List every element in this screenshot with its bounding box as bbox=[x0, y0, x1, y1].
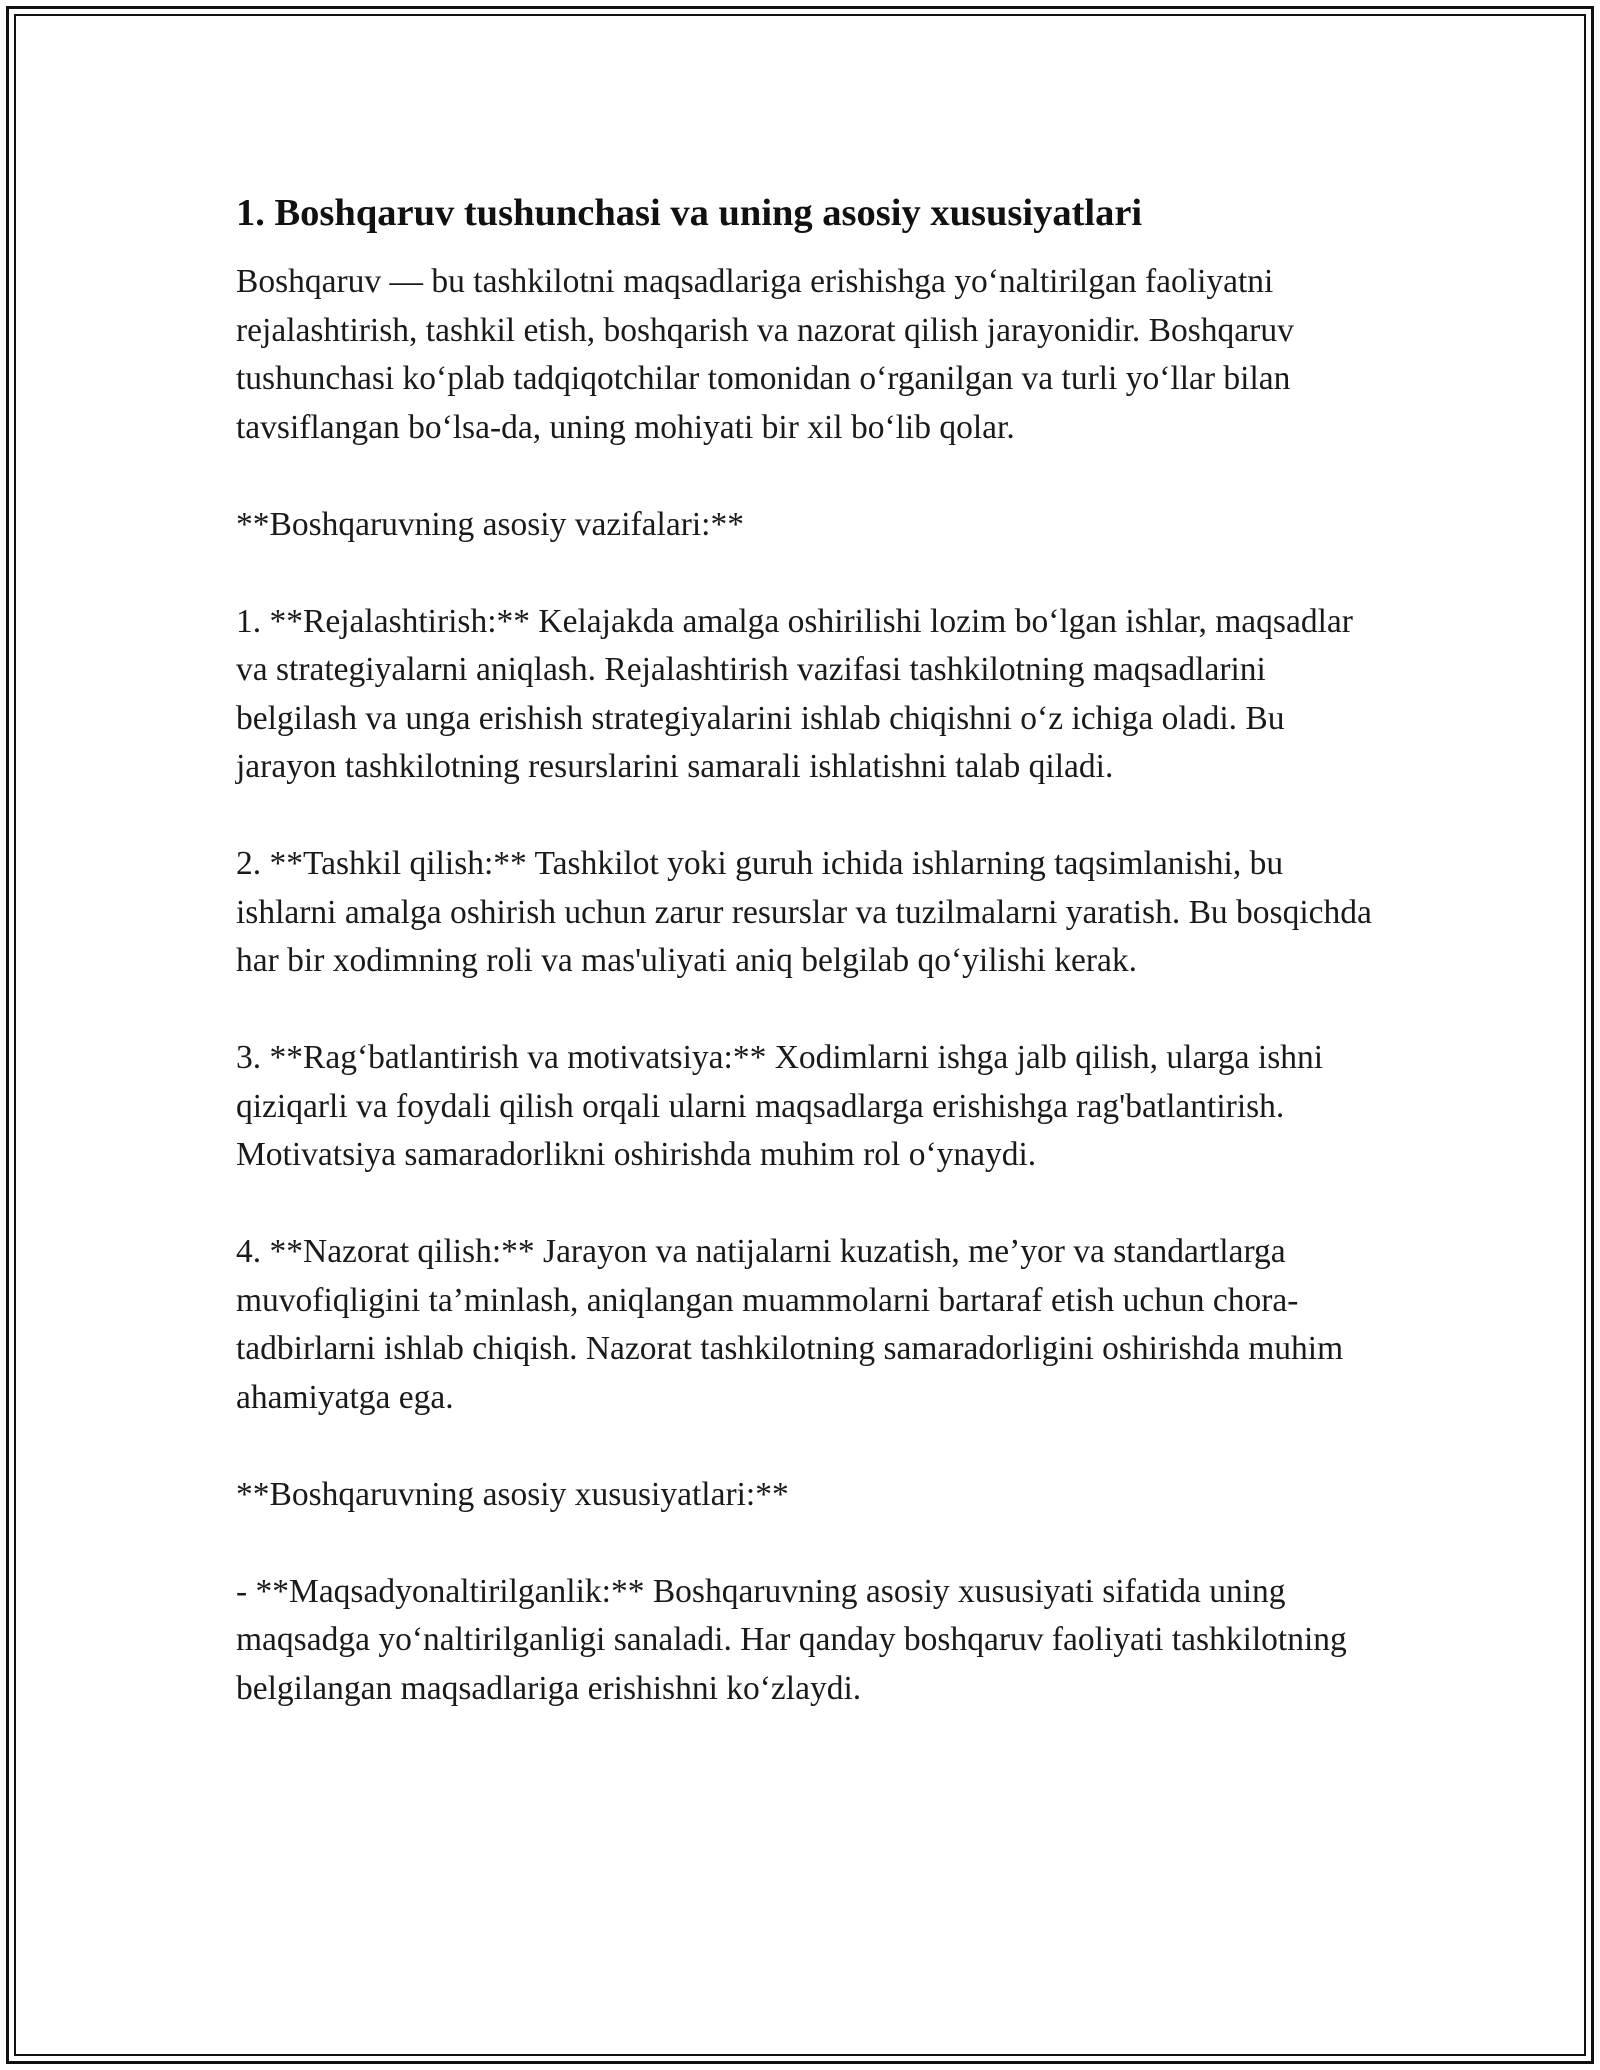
paragraph-goal-orientation: - **Maqsadyonaltirilganlik:** Boshqaruvning asosiy xususiyati sifatida uning maqsadga yo‘naltirilganligi sanaladi. Har qanday boshqaruv faoliyati tashkilotning belgilangan maqsadlariga erishishni ko‘zlaydi. bbox=[236, 1572, 1347, 1707]
paragraph-features-heading: **Boshqaruvning asosiy xususiyatlari:** bbox=[236, 1475, 789, 1513]
paragraph-intro: Boshqaruv — bu tashkilotni maqsadlariga erishishga yo‘naltirilgan faoliyatni rejalashtirish, tashkil etish, boshqarish va nazorat qilish jarayonidir. Boshqaruv tushunchasi ko‘plab tadqiqotchilar tomonidan o‘rganilgan va turli yo‘llar bilan tavsiflangan bo‘lsa-da, uning mohiyati bir xil bo‘lib qolar. bbox=[236, 263, 1294, 446]
paragraph-control: 4. **Nazorat qilish:** Jarayon va natijalarni kuzatish, me’yor va standartlarga muvofiqligini ta’minlash, aniqlangan muammolarni bartaraf etish uchun chora-tadbirlarni ishlab chiqish. Nazorat tashkilotning samaradorligini oshirishda muhim ahamiyatga ega. bbox=[236, 1233, 1344, 1416]
paragraph-functions-heading: **Boshqaruvning asosiy vazifalari:** bbox=[236, 505, 744, 543]
paragraph-motivation: 3. **Rag‘batlantirish va motivatsiya:** Xodimlarni ishga jalb qilish, ularga ishni qiziqarli va foydali qilish orqali ularni maqsadlarga erishishga rag'batlantirish. Motivatsiya samaradorlikni oshirishda muhim rol o‘ynaydi. bbox=[236, 1039, 1324, 1173]
paragraph-organizing: 2. **Tashkil qilish:** Tashkilot yoki guruh ichida ishlarning taqsimlanishi, bu ishlarni amalga oshirish uchun zarur resurslar va tuzilmalarni yaratish. Bu bosqichda har bir xodimning roli va mas'uliyati aniq belgilab qo‘yilishi kerak. bbox=[236, 845, 1372, 979]
document-title: 1. Boshqaruv tushunchasi va uning asosiy xususiyatlari bbox=[236, 192, 1143, 234]
paragraph-planning: 1. **Rejalashtirish:** Kelajakda amalga oshirilishi lozim bo‘lgan ishlar, maqsadlar va strategiyalarni aniqlash. Rejalashtirish vazifasi tashkilotning maqsadlarini belgilash va unga erishish strategiyalarini ishlab chiqishni o‘z ichiga oladi. Bu jarayon tashkilotning resurslarini samarali ishlatishni talab qiladi. bbox=[236, 602, 1353, 785]
document-body bbox=[236, 186, 1386, 1713]
